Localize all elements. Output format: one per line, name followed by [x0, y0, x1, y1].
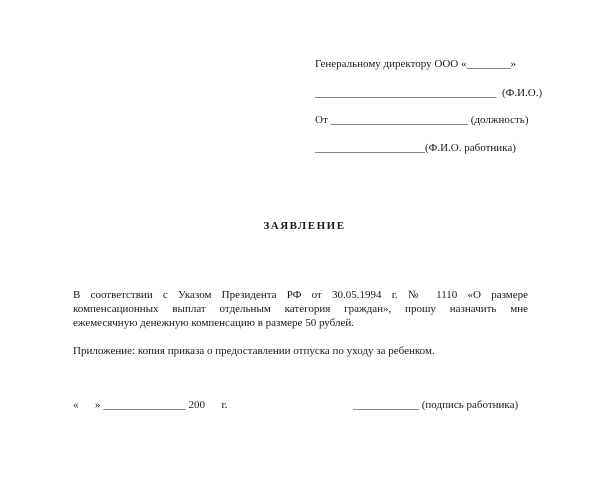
from-position-line: От _________________________ (должность) [315, 114, 529, 126]
date-line: « » _______________ 200 г. [73, 399, 228, 411]
attachment-line: Приложение: копия приказа о предоставлении отпуска по уходу за ребенком. [73, 345, 435, 357]
statement-line-1: В соответствии с Указом Президента РФ от 30.05.1994 г. № 1110 «О размере [73, 289, 528, 301]
addressee-line: Генеральному директору ООО «________» [315, 58, 516, 70]
statement-paragraph [73, 288, 528, 330]
signature-line: ____________ (подпись работника) [353, 399, 519, 411]
statement-line-3: ежемесячную денежную компенсацию в размере 50 рублей. [73, 317, 354, 329]
document-title: ЗАЯВЛЕНИЕ [263, 220, 346, 232]
employee-fio-line: ____________________(Ф.И.О. работника) [315, 142, 516, 154]
fio-line: _________________________________ (Ф.И.О.) [315, 87, 543, 99]
statement-line-2: компенсационных выплат отдельным категория граждан», прошу назначить мне [73, 303, 528, 315]
